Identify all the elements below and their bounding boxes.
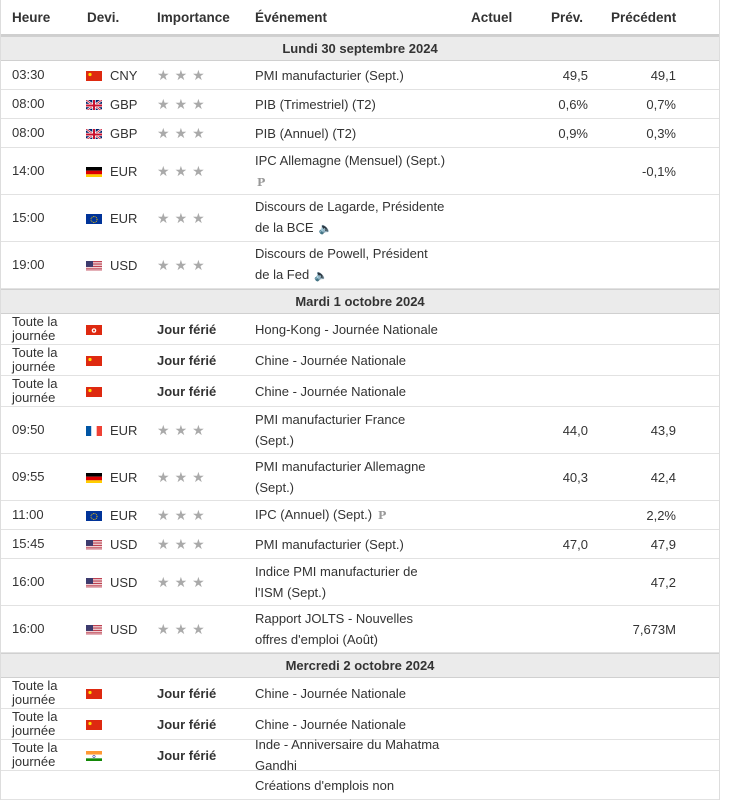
currency-code: USD [110,574,138,590]
holiday-row[interactable] [1,678,719,709]
event-time [1,315,74,343]
event-currency [74,575,145,590]
time-line: journée [12,390,56,405]
star-icon: ★ [174,574,188,590]
time-line: journée [12,754,56,769]
event-name-line [255,243,456,264]
event-name[interactable] [244,123,456,144]
currency-code: USD [110,536,138,552]
event-row[interactable] [1,61,719,90]
event-name-line [255,123,456,144]
event-name-line [255,561,456,582]
event-name[interactable] [244,683,456,704]
event-currency [74,688,145,699]
event-text: Hong-Kong - Journée Nationale [255,321,438,337]
speech-icon: 🔈 [314,270,328,282]
event-name-line [255,65,456,86]
previous-value: -0,1% [642,163,676,179]
star-icon: ★ [157,422,170,438]
star-icon: ★ [174,96,188,112]
holiday-label: Jour férié [157,321,217,337]
holiday-label: Jour férié [157,383,217,399]
col-importance-header[interactable]: Importance [157,9,230,25]
star-icon: ★ [157,96,170,112]
event-row[interactable] [1,90,719,119]
event-name-line [255,683,456,704]
previous-value: 43,9 [650,422,676,438]
preliminary-icon: P [257,175,266,189]
col-currency-header[interactable]: Devi. [87,9,120,25]
event-row[interactable] [1,530,719,559]
event-importance [145,508,244,522]
flag-fr-icon [86,425,102,436]
event-text: Chine - Journée Nationale [255,383,407,399]
flag-us-icon [86,624,102,635]
event-time: 16:00 [12,574,45,589]
event-name-line [255,629,456,650]
previous-value: 7,673M [632,621,676,637]
forecast-value: 0,6% [558,96,588,112]
event-time: 16:00 [12,621,45,636]
importance-stars [157,211,244,225]
event-name[interactable] [244,534,456,555]
star-icon: ★ [157,507,170,523]
event-text: Chine - Journée Nationale [255,716,407,732]
event-name-line [255,150,456,171]
event-currency [74,719,145,730]
event-name-line [255,534,456,555]
importance-stars [157,508,244,522]
event-text: de la Fed [255,267,310,282]
star-icon: ★ [174,536,188,552]
event-importance [145,211,244,225]
event-currency [74,423,145,438]
previous-value: 47,2 [650,574,676,590]
col-event-header[interactable]: Événement [255,9,328,25]
flag-gb-icon [86,99,102,110]
star-icon: ★ [174,67,188,83]
event-text: Rapport JOLTS - Nouvelles [255,611,413,626]
holiday-label: Jour férié [157,716,217,732]
forecast-value: 44,0 [562,422,588,438]
flag-de-icon [86,166,102,177]
flag-eu-icon [86,510,102,521]
event-currency [74,324,145,335]
event-name[interactable] [244,319,456,340]
time-line: journée [12,359,56,374]
star-icon: ★ [174,125,188,141]
star-icon: ★ [192,536,205,552]
time-line: Toute la [12,709,58,724]
event-currency [74,386,145,397]
importance-stars [157,537,244,551]
event-time: 15:45 [12,536,45,551]
star-icon: ★ [192,257,205,273]
event-name-line [255,582,456,603]
event-importance [145,97,244,111]
importance-stars [157,622,244,636]
event-currency [74,355,145,366]
event-time [1,346,74,374]
event-time: 09:50 [12,422,45,437]
event-row[interactable] [1,454,719,501]
event-currency [74,164,145,179]
event-importance [145,470,244,484]
event-text: PMI manufacturier (Sept.) [255,536,404,552]
star-icon: ★ [174,422,188,438]
event-text: Chine - Journée Nationale [255,685,407,701]
holiday-row[interactable] [1,345,719,376]
event-name[interactable] [244,714,456,735]
importance-stars [157,164,244,178]
event-name-line [255,430,456,451]
event-time: 14:00 [12,163,45,178]
star-icon: ★ [174,163,188,179]
event-importance [145,748,244,763]
star-icon: ★ [157,621,170,637]
event-row[interactable] [1,606,719,653]
star-icon: ★ [174,469,188,485]
event-currency [74,68,145,83]
event-name[interactable] [244,734,456,776]
currency-code: USD [110,621,138,637]
previous-value: 0,7% [646,96,676,112]
star-icon: ★ [157,257,170,273]
event-time: 08:00 [12,125,45,140]
event-name-line [255,196,456,217]
importance-stars [157,68,244,82]
flag-gb-icon [86,128,102,139]
event-text: PIB (Trimestriel) (T2) [255,96,376,112]
importance-stars [157,470,244,484]
event-text: Créations d'emplois non [255,777,395,793]
star-icon: ★ [157,67,170,83]
flag-cn-icon [86,688,102,699]
event-time: 08:00 [12,96,45,111]
day-header: Mercredi 2 octobre 2024 [1,653,719,678]
event-name-line [255,734,456,776]
importance-stars [157,575,244,589]
star-icon: ★ [174,257,188,273]
event-currency [74,537,145,552]
event-time: 03:30 [12,67,45,82]
forecast-value: 40,3 [562,469,588,485]
event-name[interactable] [244,561,456,603]
event-name[interactable] [244,243,456,287]
event-time [1,710,74,738]
col-actual-header[interactable]: Actuel [471,9,513,25]
event-importance [145,68,244,82]
event-importance [145,322,244,337]
event-text: Chine - Journée Nationale [255,352,407,368]
event-text: Indice PMI manufacturier de [255,564,418,579]
event-name-line [255,775,456,796]
event-text: Inde - Anniversaire du Mahatma Gandhi [255,737,440,773]
event-time: 15:00 [12,210,45,225]
star-icon: ★ [192,422,205,438]
previous-value: 49,1 [650,67,676,83]
importance-stars [157,97,244,111]
event-name-line [255,171,456,193]
event-text: (Sept.) [255,433,295,448]
currency-code: EUR [110,469,138,485]
event-importance [145,686,244,701]
importance-stars [157,258,244,272]
event-name-line [255,264,456,287]
currency-code: EUR [110,163,138,179]
event-name[interactable] [244,94,456,115]
event-name[interactable] [244,504,456,526]
day-header: Lundi 30 septembre 2024 [1,36,719,61]
preliminary-icon: P [378,509,387,522]
event-row[interactable] [1,559,719,606]
event-currency [74,470,145,485]
event-name-line [255,381,456,402]
flag-cn-icon [86,355,102,366]
event-name[interactable] [244,381,456,402]
event-text: (Sept.) [255,480,295,495]
time-line: journée [12,328,56,343]
event-name[interactable] [244,65,456,86]
time-line: Toute la [12,740,58,755]
event-importance [145,423,244,437]
event-row[interactable] [1,119,719,148]
star-icon: ★ [192,67,205,83]
event-currency [74,750,145,761]
flag-cn-icon [86,70,102,81]
star-icon: ★ [192,96,205,112]
event-name-line [255,714,456,735]
event-currency [74,211,145,226]
flag-us-icon [86,577,102,588]
holiday-label: Jour férié [157,747,217,763]
star-icon: ★ [192,125,205,141]
event-name-line [255,409,456,430]
star-icon: ★ [157,210,170,226]
event-text: PMI manufacturier Allemagne [255,459,426,474]
currency-code: USD [110,257,138,273]
event-row[interactable] [1,771,719,800]
previous-value: 2,2% [646,507,676,523]
event-importance [145,353,244,368]
event-currency [74,508,145,523]
event-currency [74,97,145,112]
event-name-line [255,217,456,240]
event-row[interactable] [1,501,719,530]
time-line: Toute la [12,376,58,391]
event-name-line [255,350,456,371]
event-importance [145,537,244,551]
holiday-row[interactable] [1,314,719,345]
event-text: de la BCE [255,220,314,235]
star-icon: ★ [192,163,205,179]
star-icon: ★ [157,574,170,590]
forecast-value: 49,5 [562,67,588,83]
event-name-line [255,319,456,340]
previous-value: 0,3% [646,125,676,141]
event-time [1,679,74,707]
currency-code: GBP [110,125,138,141]
flag-hk-icon [86,324,102,335]
star-icon: ★ [192,621,205,637]
star-icon: ★ [157,469,170,485]
event-row[interactable] [1,242,719,289]
event-text: PMI manufacturier (Sept.) [255,67,404,83]
event-importance [145,384,244,399]
event-text: IPC (Annuel) (Sept.) [255,507,373,522]
event-name-line [255,608,456,629]
event-importance [145,126,244,140]
day-header: Mardi 1 octobre 2024 [1,289,719,314]
currency-code: CNY [110,67,138,83]
time-line: journée [12,692,56,707]
event-name-line [255,504,456,526]
flag-eu-icon [86,213,102,224]
time-line: Toute la [12,345,58,360]
event-importance [145,258,244,272]
event-row[interactable] [1,195,719,242]
star-icon: ★ [192,574,205,590]
event-name[interactable] [244,608,456,650]
table-body [1,36,719,800]
event-importance [145,622,244,636]
event-text: Discours de Lagarde, Présidente [255,199,445,214]
holiday-label: Jour férié [157,352,217,368]
holiday-row[interactable] [1,376,719,407]
event-text: offres d'emploi (Août) [255,632,378,647]
event-importance [145,717,244,732]
event-row[interactable] [1,407,719,454]
event-text: Discours de Powell, Président [255,246,428,261]
forecast-value: 0,9% [558,125,588,141]
currency-code: EUR [110,507,138,523]
previous-value: 47,9 [650,536,676,552]
flag-de-icon [86,472,102,483]
event-currency [74,126,145,141]
event-text: IPC Allemagne (Mensuel) (Sept.) [255,152,446,168]
star-icon: ★ [157,536,170,552]
currency-code: GBP [110,96,138,112]
event-time: 09:55 [12,469,45,484]
time-line: Toute la [12,314,58,329]
star-icon: ★ [192,210,205,226]
event-text: l'ISM (Sept.) [255,585,327,600]
importance-stars [157,126,244,140]
currency-code: EUR [110,422,138,438]
event-name-line [255,94,456,115]
event-name[interactable] [244,350,456,371]
event-time: 19:00 [12,257,45,272]
event-text: PIB (Annuel) (T2) [255,125,357,141]
event-name-line [255,477,456,498]
event-name[interactable] [244,409,456,451]
forecast-value: 47,0 [562,536,588,552]
time-line: Toute la [12,678,58,693]
flag-cn-icon [86,386,102,397]
col-forecast-header[interactable]: Prév. [551,9,584,25]
speech-icon: 🔈 [318,223,333,235]
event-currency [74,622,145,637]
time-line: journée [12,723,56,738]
event-name[interactable] [244,196,456,240]
star-icon: ★ [192,469,205,485]
flag-us-icon [86,260,102,271]
holiday-row[interactable] [1,737,719,773]
holiday-label: Jour férié [157,685,217,701]
flag-us-icon [86,539,102,550]
star-icon: ★ [174,621,188,637]
star-icon: ★ [157,163,170,179]
event-time: 11:00 [12,507,44,522]
event-time [1,741,74,769]
previous-value: 42,4 [650,469,676,485]
flag-cn-icon [86,719,102,730]
event-name[interactable] [244,456,456,498]
event-name-line [255,456,456,477]
event-time [1,377,74,405]
star-icon: ★ [192,507,205,523]
table-header [1,0,719,36]
event-currency [74,258,145,273]
importance-stars [157,423,244,437]
star-icon: ★ [174,210,188,226]
star-icon: ★ [157,125,170,141]
currency-code: EUR [110,210,138,226]
event-importance [145,575,244,589]
flag-in-icon [86,750,102,761]
col-time-header[interactable]: Heure [12,9,51,25]
event-name[interactable] [244,150,456,193]
star-icon: ★ [174,507,188,523]
event-name[interactable] [244,775,456,796]
event-importance [145,164,244,178]
col-previous-header[interactable]: Précédent [611,9,677,25]
event-text: PMI manufacturier France [255,412,406,427]
event-row[interactable] [1,148,719,195]
